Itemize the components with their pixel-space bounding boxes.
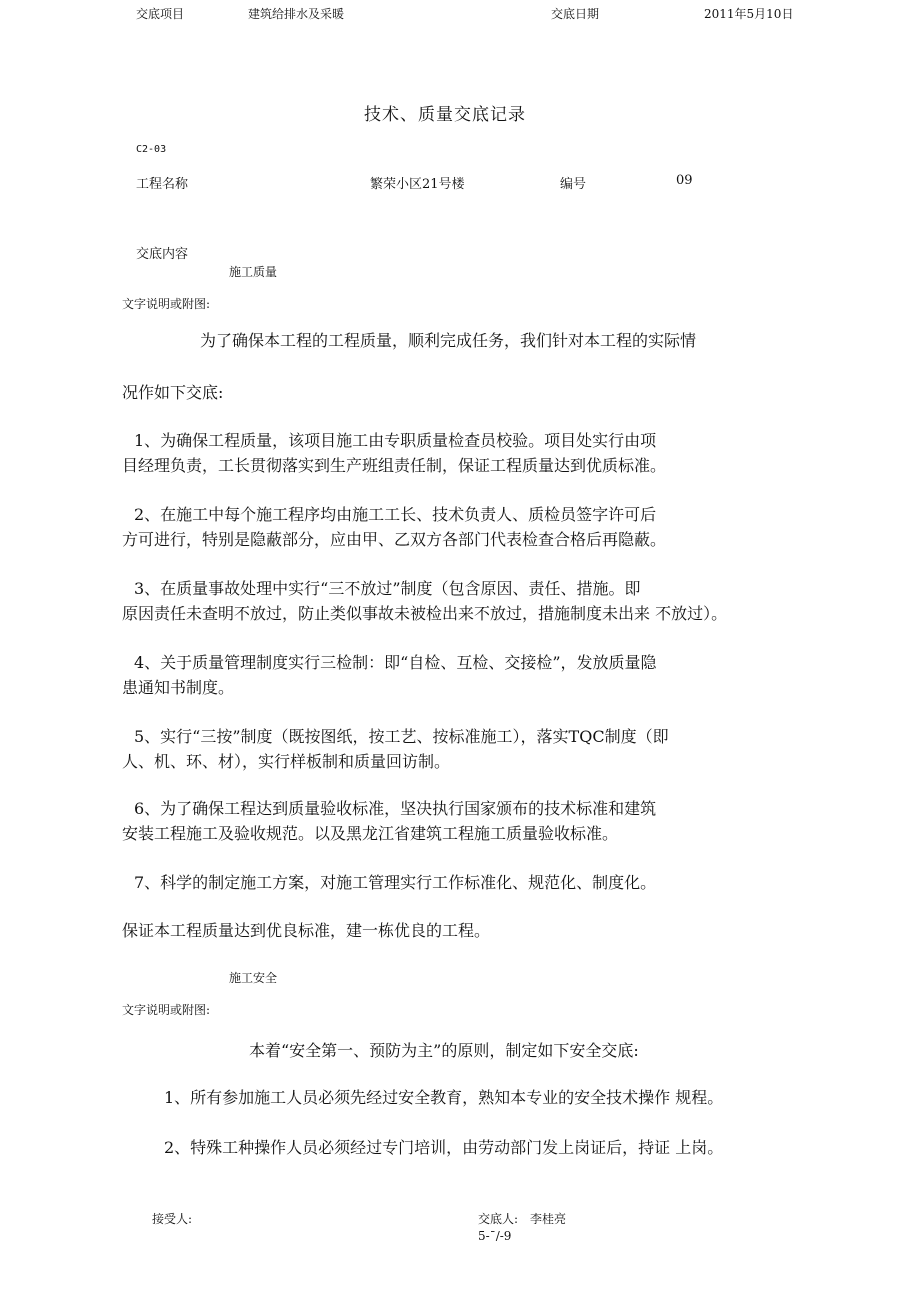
section-safety-heading: 施工安全	[229, 971, 278, 985]
quality-item-4	[122, 650, 822, 700]
giver-label: 交底人:	[478, 1212, 519, 1226]
page-title: 技术、质量交底记录	[364, 105, 526, 125]
quality-item-4-line1: 4、关于质量管理制度实行三检制：即“自检、互检、交接检”，发放质量隐	[134, 653, 657, 672]
number-label: 编号	[560, 177, 587, 192]
quality-item-2-line1: 2、在施工中每个施工程序均由施工工长、技术负责人、质检员签字许可后	[134, 505, 657, 524]
safety-item-1: 1、所有参加施工人员必须先经过安全教育，熟知本专业的安全技术操作 规程。	[164, 1088, 724, 1107]
section-safety-note-label: 文字说明或附图:	[122, 1003, 211, 1017]
quality-item-6-line1: 6、为了确保工程达到质量验收标准，坚决执行国家颁布的技术标准和建筑	[134, 799, 657, 818]
safety-item-2: 2、特殊工种操作人员必须经过专门培训，由劳动部门发上岗证后，持证 上岗。	[164, 1138, 724, 1157]
quality-item-5	[122, 724, 822, 774]
quality-item-6-line2: 安装工程施工及验收规范。以及黑龙江省建筑工程施工质量验收标准。	[122, 824, 619, 843]
date-label: 交底日期	[551, 7, 600, 21]
section-quality-heading: 施工质量	[229, 265, 278, 279]
project-name-value: 繁荣小区21号楼	[370, 177, 465, 192]
date-value: 2011年5月10日	[704, 7, 794, 21]
quality-item-1-line2: 目经理负责，工长贯彻落实到生产班组责任制，保证工程质量达到优质标准。	[122, 456, 667, 475]
page-number: 5-ˉ/-9	[478, 1229, 512, 1243]
section-quality-note-label: 文字说明或附图:	[122, 297, 211, 311]
quality-item-2-line2: 方可进行，特别是隐蔽部分，应由甲、乙双方各部门代表检查合格后再隐蔽。	[122, 530, 667, 549]
quality-closing: 保证本工程质量达到优良标准，建一栋优良的工程。	[122, 921, 491, 940]
number-value: 09	[676, 173, 693, 188]
quality-intro-line2: 况作如下交底:	[122, 383, 224, 402]
project-value: 建筑给排水及采暖	[248, 7, 345, 21]
quality-item-3	[122, 576, 822, 626]
quality-item-6	[122, 796, 822, 846]
giver-name: 李桂亮	[530, 1212, 567, 1226]
quality-item-5-line2: 人、机、环、材），实行样板制和质量回访制。	[122, 752, 451, 771]
quality-item-1	[122, 428, 822, 478]
quality-intro-line1: 为了确保本工程的工程质量，顺利完成任务，我们针对本工程的实际情	[200, 331, 697, 350]
project-name-label: 工程名称	[136, 177, 189, 192]
receiver-label: 接受人:	[152, 1212, 193, 1226]
content-label: 交底内容	[136, 247, 189, 262]
quality-item-5-line1: 5、实行“三按”制度（既按图纸，按工艺、按标准施工），落实TQC制度（即	[134, 727, 669, 746]
quality-item-1-line1: 1、为确保工程质量，该项目施工由专职质量检查员校验。项目处实行由项	[134, 431, 657, 450]
form-code: C2-03	[136, 144, 167, 155]
quality-item-3-line2: 原因责任未查明不放过，防止类似事故未被检出来不放过，措施制度未出来 不放过）。	[122, 604, 728, 623]
quality-item-7: 7、科学的制定施工方案，对施工管理实行工作标准化、规范化、制度化。	[134, 873, 657, 892]
quality-item-4-line2: 患通知书制度。	[122, 678, 235, 697]
safety-intro: 本着“安全第一、预防为主”的原则，制定如下安全交底:	[249, 1041, 639, 1060]
quality-item-3-line1: 3、在质量事故处理中实行“三不放过”制度（包含原因、责任、措施。即	[134, 579, 641, 598]
project-label: 交底项目	[136, 7, 185, 21]
quality-item-2	[122, 502, 822, 552]
